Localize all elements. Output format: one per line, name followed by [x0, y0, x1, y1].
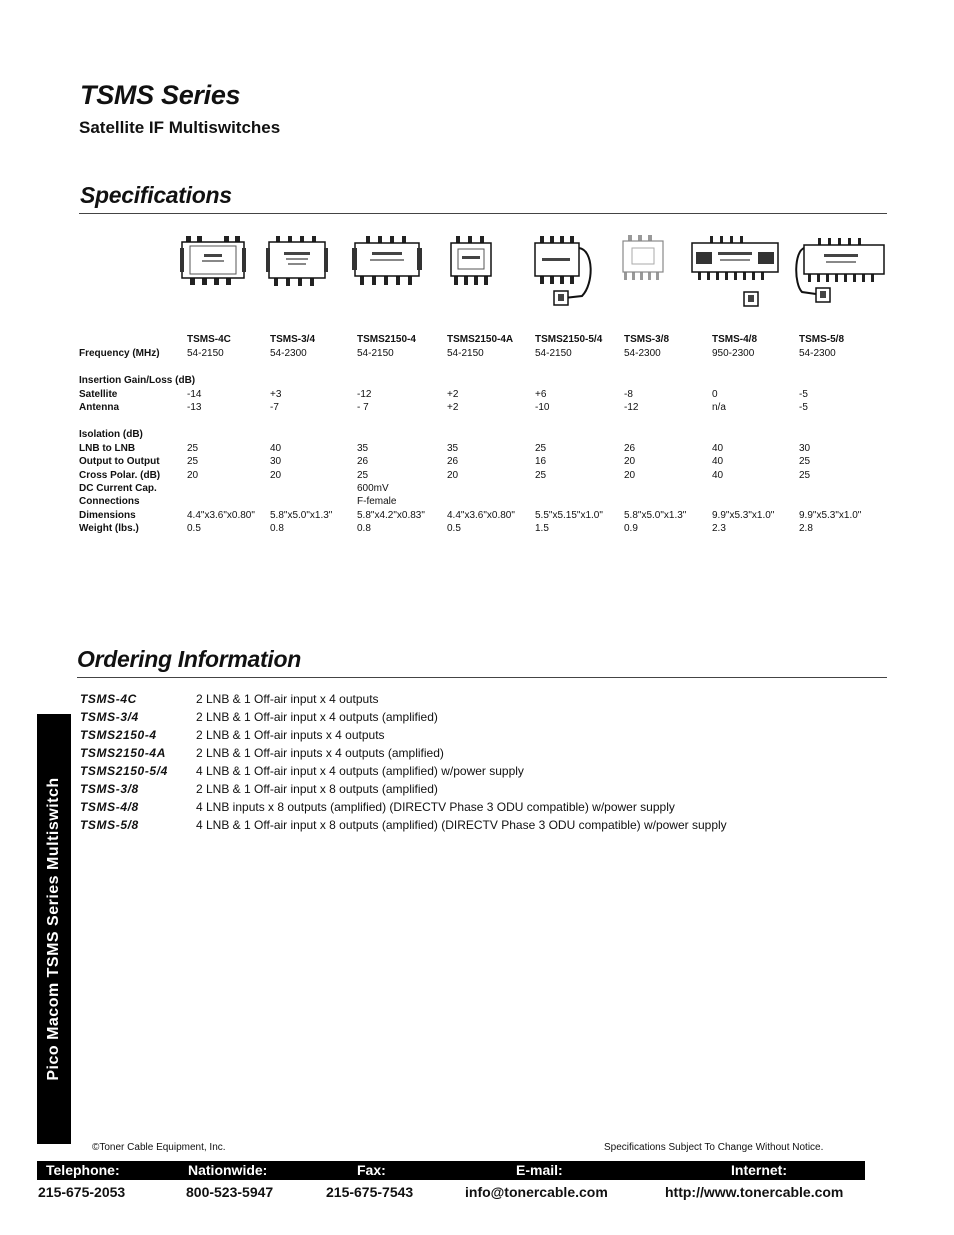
spec-cell: 35	[357, 443, 369, 454]
spec-cell: -12	[624, 402, 639, 413]
label-isolation: Isolation (dB)	[79, 429, 143, 440]
spec-cell: 20	[270, 470, 282, 481]
sidebar-label: Pico Macom TSMS Series Multiswitch	[45, 777, 62, 1081]
label-cross-polar: Cross Polar. (dB)	[79, 470, 161, 481]
order-description: 4 LNB & 1 Off-air input x 8 outputs (amplified) (DIRECTV Phase 3 ODU compatible) w/power supply	[196, 818, 727, 832]
contact-label-internet: Internet:	[731, 1162, 787, 1178]
model-header-5: TSMS2150-5/4	[535, 334, 603, 345]
spec-cell: 40	[712, 456, 724, 467]
spec-cell: 2.8	[799, 523, 813, 534]
spec-cell: -10	[535, 402, 550, 413]
model-header-4: TSMS2150-4A	[447, 334, 514, 345]
product-image-tsms-3-4	[266, 234, 328, 288]
spec-cell: 0.9	[624, 523, 638, 534]
spec-cell: 4.4"x3.6"x0.80"	[447, 510, 515, 521]
label-satellite: Satellite	[79, 389, 118, 400]
order-description: 4 LNB inputs x 8 outputs (amplified) (DIRECTV Phase 3 ODU compatible) w/power supply	[196, 800, 675, 814]
spec-cell: 9.9"x5.3"x1.0"	[712, 510, 775, 521]
model-header-7: TSMS-4/8	[712, 334, 758, 345]
spec-cell: +2	[447, 402, 459, 413]
spec-cell: 25	[535, 443, 547, 454]
spec-cell: 25	[535, 470, 547, 481]
page-subtitle: Satellite IF Multiswitches	[79, 118, 281, 137]
spec-cell: 54-2150	[357, 348, 394, 359]
spec-cell: -5	[799, 389, 808, 400]
spec-cell: 40	[712, 470, 724, 481]
order-code: TSMS-3/4	[80, 710, 139, 724]
spec-cell: 9.9"x5.3"x1.0"	[799, 510, 862, 521]
email-link[interactable]: info@tonercable.com	[465, 1184, 608, 1200]
spec-cell: 30	[799, 443, 811, 454]
contact-label-email: E-mail:	[516, 1162, 563, 1178]
product-image-tsms-3-8	[620, 234, 666, 282]
spec-cell: 2.3	[712, 523, 726, 534]
order-code: TSMS-5/8	[80, 818, 139, 832]
spec-cell: F-female	[357, 496, 397, 507]
spec-cell: 0.8	[357, 523, 371, 534]
model-header-6: TSMS-3/8	[624, 334, 670, 345]
page-title: TSMS Series	[80, 80, 241, 110]
spec-cell: 950-2300	[712, 348, 755, 359]
spec-cell: 4.4"x3.6"x0.80"	[187, 510, 255, 521]
label-weight: Weight (lbs.)	[79, 523, 139, 534]
product-image-tsms-4c	[180, 234, 246, 286]
contact-label-telephone: Telephone:	[46, 1162, 120, 1178]
spec-cell: 25	[799, 456, 811, 467]
spec-cell: 25	[187, 456, 199, 467]
spec-cell: 5.8"x5.0"x1.3"	[270, 510, 333, 521]
spec-cell: 30	[270, 456, 282, 467]
order-description: 2 LNB & 1 Off-air inputs x 4 outputs (amplified)	[196, 746, 444, 760]
sidebar-tab	[37, 714, 71, 1144]
label-antenna: Antenna	[79, 402, 119, 413]
model-header-2: TSMS-3/4	[270, 334, 316, 345]
contact-label-nationwide: Nationwide:	[188, 1162, 268, 1178]
spec-cell: 26	[357, 456, 369, 467]
label-lnb-to-lnb: LNB to LNB	[79, 443, 136, 454]
spec-cell: 25	[357, 470, 369, 481]
spec-cell: -7	[270, 402, 279, 413]
spec-cell: n/a	[712, 402, 726, 413]
spec-cell: 5.5"x5.15"x1.0"	[535, 510, 603, 521]
spec-cell: 20	[624, 456, 636, 467]
spec-cell: 20	[624, 470, 636, 481]
order-code: TSMS-4/8	[80, 800, 139, 814]
spec-cell: 0.5	[447, 523, 461, 534]
spec-cell: 54-2300	[799, 348, 836, 359]
spec-cell: +6	[535, 389, 547, 400]
spec-cell: 0.8	[270, 523, 284, 534]
product-image-tsms-4-8	[690, 234, 780, 308]
spec-cell: 54-2300	[624, 348, 661, 359]
spec-cell: -5	[799, 402, 808, 413]
label-dimensions: Dimensions	[79, 510, 136, 521]
label-dc-current: DC Current Cap.	[79, 483, 157, 494]
spec-cell: 5.8"x4.2"x0.83"	[357, 510, 425, 521]
contact-label-fax: Fax:	[357, 1162, 386, 1178]
product-image-tsms2150-4a	[448, 234, 494, 288]
order-description: 2 LNB & 1 Off-air input x 8 outputs (amplified)	[196, 782, 438, 796]
model-header-3: TSMS2150-4	[357, 334, 416, 345]
product-image-tsms2150-4	[352, 234, 422, 290]
order-code: TSMS2150-4A	[80, 746, 166, 760]
order-code: TSMS2150-5/4	[80, 764, 168, 778]
spec-cell: 0.5	[187, 523, 201, 534]
fax-number: 215-675-7543	[326, 1184, 414, 1200]
spec-cell: 20	[187, 470, 199, 481]
specifications-divider	[79, 213, 887, 214]
spec-cell: 54-2150	[187, 348, 224, 359]
spec-cell: - 7	[357, 402, 369, 413]
label-insertion: Insertion Gain/Loss (dB)	[79, 375, 196, 386]
order-code: TSMS-4C	[80, 692, 137, 706]
ordering-heading: Ordering Information	[77, 646, 302, 672]
nationwide-number: 800-523-5947	[186, 1184, 274, 1200]
copyright-text: ©Toner Cable Equipment, Inc.	[92, 1142, 226, 1153]
product-image-tsms-5-8	[794, 234, 886, 304]
spec-cell: 600mV	[357, 483, 389, 494]
order-description: 4 LNB & 1 Off-air input x 4 outputs (amplified) w/power supply	[196, 764, 524, 778]
spec-cell: 0	[712, 389, 718, 400]
label-frequency: Frequency (MHz)	[79, 348, 160, 359]
spec-cell: +2	[447, 389, 459, 400]
order-code: TSMS2150-4	[80, 728, 157, 742]
spec-cell: -13	[187, 402, 202, 413]
spec-cell: 26	[447, 456, 459, 467]
spec-cell: 54-2300	[270, 348, 307, 359]
spec-cell: 1.5	[535, 523, 549, 534]
spec-cell: 54-2150	[447, 348, 484, 359]
order-description: 2 LNB & 1 Off-air input x 4 outputs (amplified)	[196, 710, 438, 724]
spec-cell: 54-2150	[535, 348, 572, 359]
spec-cell: +3	[270, 389, 282, 400]
spec-cell: 40	[270, 443, 282, 454]
order-code: TSMS-3/8	[80, 782, 139, 796]
spec-cell: 16	[535, 456, 547, 467]
spec-cell: -8	[624, 389, 633, 400]
spec-cell: 26	[624, 443, 636, 454]
label-connections: Connections	[79, 496, 140, 507]
model-header-1: TSMS-4C	[187, 334, 231, 345]
product-image-tsms2150-5-4	[532, 234, 596, 308]
telephone-number: 215-675-2053	[38, 1184, 126, 1200]
spec-cell: 40	[712, 443, 724, 454]
spec-cell: 5.8"x5.0"x1.3"	[624, 510, 687, 521]
spec-cell: 20	[447, 470, 459, 481]
spec-cell: -14	[187, 389, 202, 400]
spec-cell: -12	[357, 389, 372, 400]
disclaimer-text: Specifications Subject To Change Without Notice.	[604, 1142, 824, 1153]
spec-cell: 25	[187, 443, 199, 454]
label-output-to-output: Output to Output	[79, 456, 160, 467]
ordering-divider	[77, 677, 887, 678]
model-header-8: TSMS-5/8	[799, 334, 845, 345]
website-link[interactable]: http://www.tonercable.com	[665, 1184, 844, 1200]
spec-cell: 25	[799, 470, 811, 481]
order-description: 2 LNB & 1 Off-air inputs x 4 outputs	[196, 728, 385, 742]
specifications-heading: Specifications	[80, 182, 232, 208]
order-description: 2 LNB & 1 Off-air input x 4 outputs	[196, 692, 379, 706]
spec-cell: 35	[447, 443, 459, 454]
